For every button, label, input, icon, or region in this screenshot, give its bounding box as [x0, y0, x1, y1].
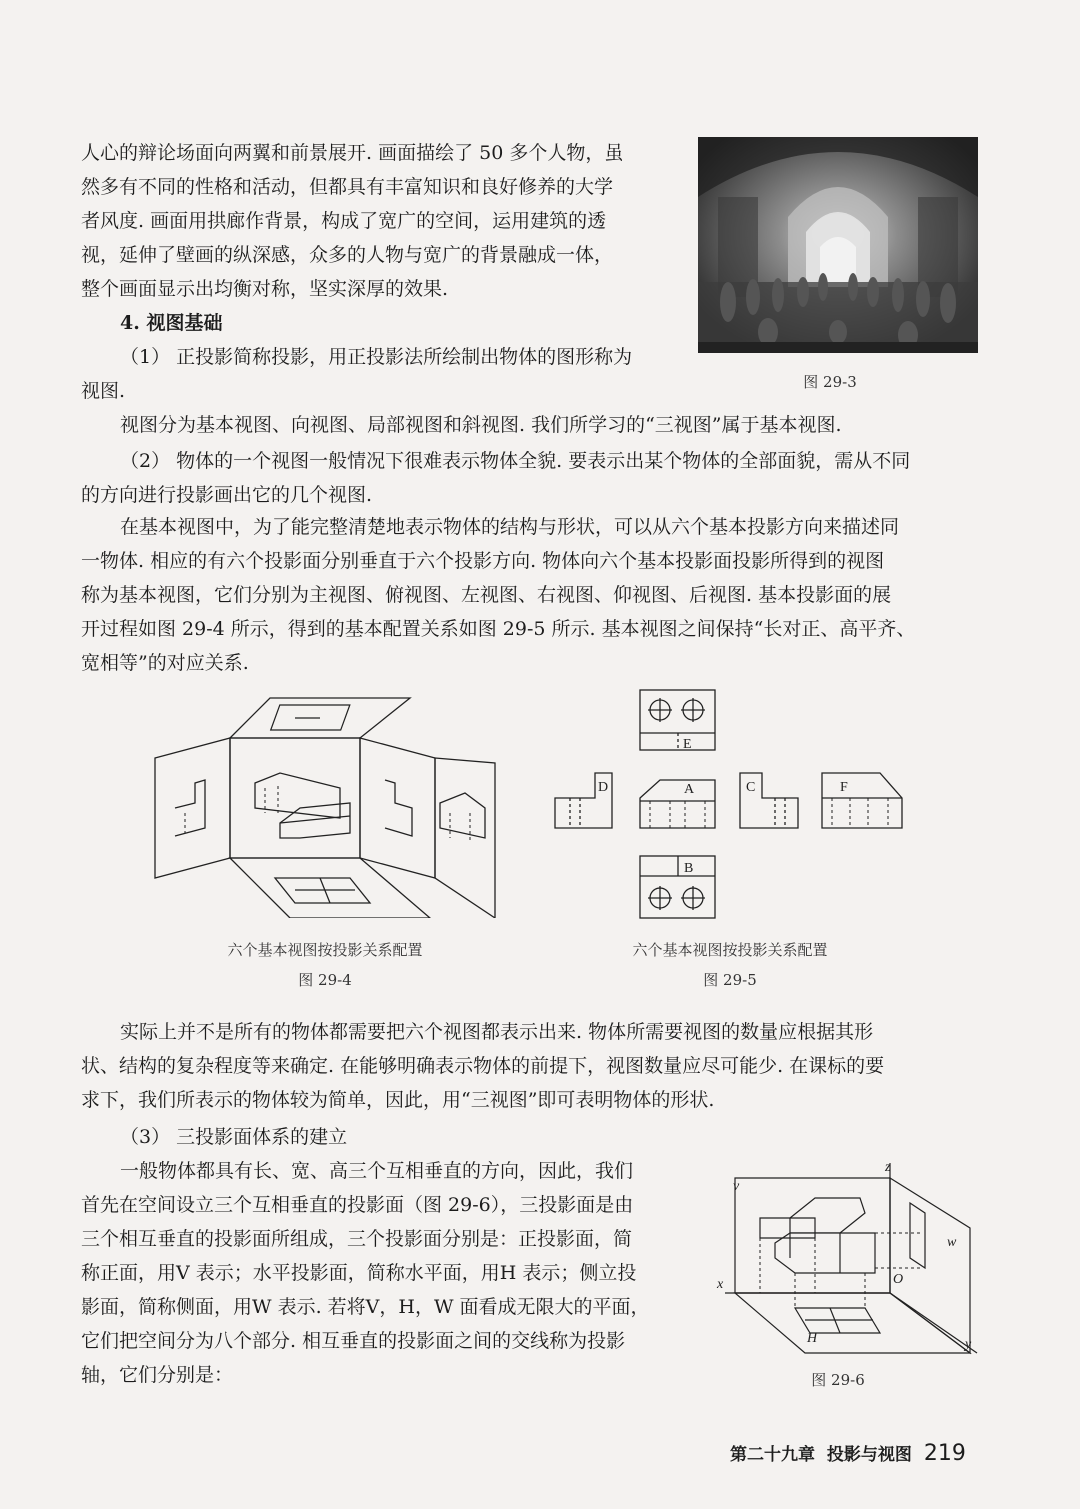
text-line: 人心的辩论场面向两翼和前景展开. 画面描绘了 50 多个人物，虽: [81, 142, 624, 164]
label-b: B: [684, 861, 694, 876]
chapter-title: 第二十九章 投影与视图: [730, 1445, 912, 1465]
section-heading-4: 4. 视图基础: [120, 312, 223, 334]
text-line: 开过程如图 29-4 所示，得到的基本配置关系如图 29-5 所示. 基本视图之间保持“长对正、高平齐、: [81, 618, 916, 640]
text-line: 它们把空间分为八个部分. 相互垂直的投影面之间的交线称为投影: [81, 1330, 626, 1352]
plane-w: w: [947, 1235, 957, 1250]
figure-29-6-caption: 图 29-6: [811, 1371, 865, 1389]
axis-x: x: [717, 1277, 724, 1292]
figure-29-5: [550, 688, 910, 923]
text-line: 一物体. 相应的有六个投影面分别垂直于六个投影方向. 物体向六个基本投影面投影所得到的视图: [81, 550, 885, 572]
figure-29-3: [698, 137, 978, 353]
text-line: 视图.: [81, 380, 126, 402]
paragraph-6: [81, 1154, 701, 1392]
paragraph-4: [81, 510, 981, 680]
subsection-heading-3: （3） 三投影面体系的建立: [120, 1126, 348, 1148]
text-line: 三个相互垂直的投影面所组成，三个投影面分别是：正投影面，简: [81, 1228, 633, 1250]
six-view-layout-drawing: [550, 688, 910, 923]
text-line: （2） 物体的一个视图一般情况下很难表示物体全貌. 要表示出某个物体的全部面貌，需从不同: [120, 450, 911, 472]
text-line: 实际上并不是所有的物体都需要把六个视图都表示出来. 物体所需要视图的数量应根据其形: [120, 1021, 874, 1043]
origin-o: O: [893, 1272, 904, 1287]
text-line: 者风度. 画面用拱廊作背景，构成了宽广的空间，运用建筑的透: [81, 210, 607, 232]
plane-v: v: [733, 1179, 740, 1194]
text-line: （1） 正投影简称投影，用正投影法所绘制出物体的图形称为: [120, 346, 633, 368]
view-f: [822, 773, 902, 828]
text-line: 称正面，用V 表示；水平投影面，简称水平面，用H 表示；侧立投: [81, 1262, 637, 1284]
text-line: 整个画面显示出均衡对称，坚实深厚的效果.: [81, 278, 449, 300]
paragraph-3: [81, 444, 981, 512]
view-a: [640, 780, 715, 828]
page-number: 219: [923, 1441, 966, 1466]
label-a: A: [684, 782, 695, 797]
plane-h: H: [807, 1331, 818, 1346]
page-footer: [730, 1440, 966, 1466]
label-f: F: [840, 780, 848, 795]
text-line: 在基本视图中，为了能完整清楚地表示物体的结构与形状，可以从六个基本投影方向来描述同: [120, 516, 900, 538]
six-view-unfolding-drawing: [150, 688, 500, 918]
text-line: 状、结构的复杂程度等来确定. 在能够明确表示物体的前提下，视图数量应尽可能少. 在课标的要: [81, 1055, 885, 1077]
three-projection-planes-drawing: [715, 1158, 985, 1358]
label-c: C: [746, 780, 756, 795]
text-line: 求下，我们所表示的物体较为简单，因此，用“三视图”即可表明物体的形状.: [81, 1089, 715, 1111]
text-line: 宽相等”的对应关系.: [81, 652, 249, 674]
figure-29-5-title: 六个基本视图按投影关系配置: [632, 941, 828, 959]
figure-29-6: [715, 1158, 985, 1358]
text-line: 视，延伸了壁画的纵深感，众多的人物与宽广的背景融成一体，: [81, 244, 614, 266]
figure-29-5-caption: 图 29-5: [703, 971, 757, 989]
figure-29-4-title: 六个基本视图按投影关系配置: [227, 941, 423, 959]
axis-y: y: [965, 1337, 972, 1352]
paragraph-2: 视图分为基本视图、向视图、局部视图和斜视图. 我们所学习的“三视图”属于基本视图.: [120, 414, 842, 436]
text-line: 然多有不同的性格和活动，但都具有丰富知识和良好修养的大学: [81, 176, 614, 198]
text-line: 首先在空间设立三个互相垂直的投影面（图 29-6），三投影面是由: [81, 1194, 634, 1216]
text-line: 轴，它们分别是：: [81, 1364, 234, 1386]
text-line: 一般物体都具有长、宽、高三个互相垂直的方向，因此，我们: [120, 1160, 634, 1182]
text-line: 影面，简称侧面，用W 表示. 若将V，H，W 面看成无限大的平面，: [81, 1296, 650, 1318]
paragraph-1: [81, 340, 681, 408]
label-e: E: [683, 737, 692, 752]
label-d: D: [598, 780, 609, 795]
intro-paragraph: [81, 136, 681, 306]
text-line: 称为基本视图，它们分别为主视图、俯视图、左视图、右视图、仰视图、后视图. 基本投影面的展: [81, 584, 892, 606]
figure-29-4: [150, 688, 500, 918]
school-of-athens-painting: [698, 137, 978, 353]
axis-z: z: [885, 1160, 891, 1175]
text-line: 的方向进行投影画出它的几个视图.: [81, 484, 373, 506]
figure-29-4-caption: 图 29-4: [298, 971, 352, 989]
figure-29-3-caption: 图 29-3: [803, 373, 857, 391]
paragraph-5: [81, 1015, 981, 1117]
